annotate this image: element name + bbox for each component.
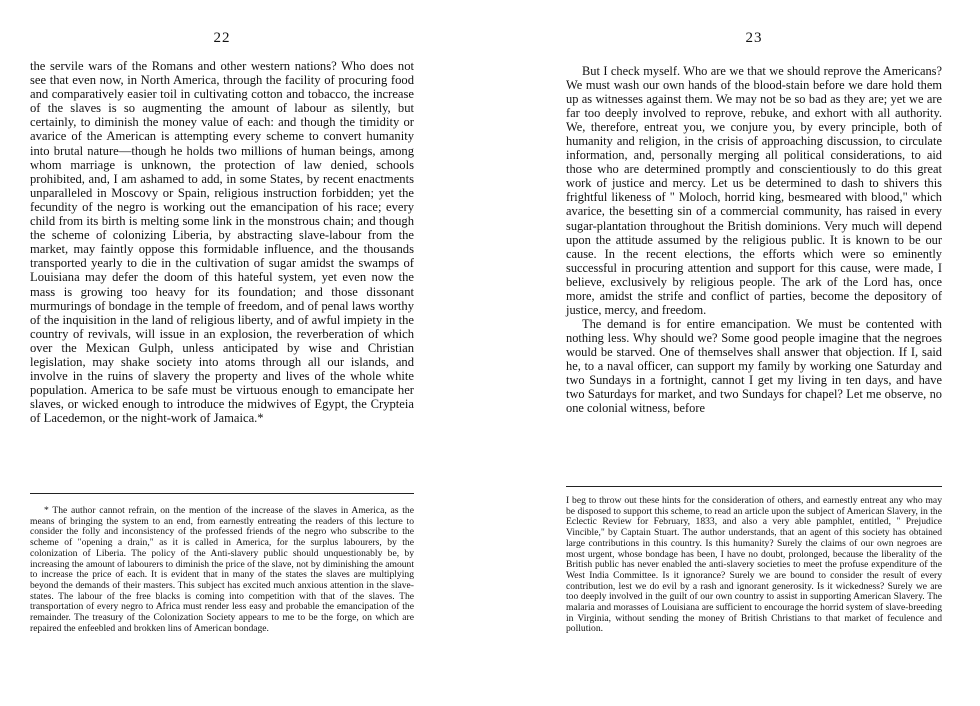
right-page-number: 23	[745, 30, 763, 46]
left-page	[30, 0, 414, 706]
left-page-number: 22	[213, 30, 231, 46]
page-gutter	[478, 0, 502, 706]
left-footnote-text: * The author cannot refrain, on the mention of the increase of the slaves in America, as the means of bringing the system to an end, from earnestly entreating the readers of this lecture to consider the folly and inconsistency of the professed friends of the negro who subscribe to the scheme of "opening a drain," as it is called in America, for the surplus labourers, by the colonization of Liberia. The policy of the Anti-slavery public should unquestionably be, by increasing the amount of labourers to diminish the price of the slave, not by diminishing the amount to increase the price of each. It is evident that in many of the states the slaves are multiplying beyond the demands of their masters. This subject has excited much anxious attention in the slave-states. The labour of the free blacks is coming into competition with that of the slaves. The transportation of every negro to Africa must render less easy and probable the emancipation of the remainder. The treasury of the Colonization Society appears to me to be the forge, on which are repaired the enfeebled and brokken lins of American bondage.	[30, 505, 414, 634]
left-footnote	[30, 506, 414, 634]
left-page-body	[30, 59, 414, 425]
left-footnote-rule	[30, 493, 414, 494]
left-body-paragraph: the servile wars of the Romans and other western nations? Who does not see that even now, in North America, through the facility of procuring food and comparatively easier toil in cultivating cotton and tobacco, the increase of the slaves is so augmenting the amount of labour as silently, but certainly, to diminish the money value of each: and though the timidity or avarice of the American is attempting every scheme to convert humanity into brutal nature—though he holds two millions of human beings, among whom marriage is unknown, the protection of law denied, schools prohibited, and, I am ashamed to add, in some States, by recent enactments unparalleled in Moscovy or Spain, religious instruction forbidden; yet the fecundity of the negro is working out the emancipation of his race; every child from its birth is melting some link in the monstrous chain; and though the scheme of colonizing Liberia, by abstracting slave-labour from the market, may faintly oppose this formidable influence, and the thousands transported yearly to die in the cultivation of sugar amidst the swamps of Louisiana may defer the doom of this hateful system, yet even now the mass is growing too heavy for its foundation; and those dissonant murmurings of bondage in the temple of freedom, and of penal laws worthy of the inquisition in the land of religious liberty, and of awful impiety in the country of revivals, will issue in an explosion, the reverberation of which over the Mexican Gulph, unless anticipated by wise and Christian legislation, may shake society into atoms through all our islands, and involve in the ruins of slavery the property and lives of the whole white population. America to be safe must be virtuous enough to emancipate her slaves, or wicked enough to introduce the midwives of Egypt, the Crypteia of Lacedemon, or the night-work of Jamaica.*	[30, 59, 414, 426]
right-body-paragraph-1: But I check myself. Who are we that we should reprove the Americans? We must wash our own hands of the blood-stain before we dare hold them up as witnesses against them. We may not be so bad as they are; yet we are far too deeply involved to reprove, rebuke, and exhort with all authority. We, therefore, entreat you, we conjure you, by every principle, both of humanity and religion, in the crisis of approaching discussion, to circulate information, and, personally merging all political considerations, to aid those who are determined promptly and conscientiously to do this great work of justice and mercy. Let us be determined to dash to shivers this frightful likeness of " Moloch, horrid king, besmeared with blood," which avarice, the besetting sin of a commercial community, has raised in every sugar-plantation throughout the British dominions. Very much will depend upon the attitude assumed by the religious public. It is known to be our cause. In the recent elections, the efforts which were so eminently successful in procuring attention and support for this cause, were made, I believe, exclusively by religious people. The ark of the Lord has, once more, amidst the strife and conflict of parties, become the depository of justice, mercy, and freedom.	[566, 64, 942, 317]
right-page	[566, 0, 942, 706]
right-footnote-text: I beg to throw out these hints for the consideration of others, and earnestly entreat any who may be disposed to support this scheme, to read an article upon the subject of American Slavery, in the Eclectic Review for February, 1833, and also a very able pamphlet, entitled, " Prejudice Vincible," by Captain Stuart. The author understands, that an agent of this society has obtained large contributions in this country. Is this humanity? Surely the claims of our own negroes are most urgent, whose bondage has been, I have no doubt, prolonged, because the liberality of the British public has never enabled the anti-slavery societies to meet the profuse expenditure of the West India Committee. Is it ignorance? Surely we are bound to consider the result of every contribution, lest we do evil by a rash and ignorant generosity. Is it wickedness? Surely we are too deeply involved in the guilt of our own country to assist in supporting American Slavery. The malaria and morasses of Louisiana are sufficient to encourage the horrid system of slave-breeding in Virginia, without sending the money of British Christians to that market of feculence and pollution.	[566, 495, 942, 635]
right-page-body	[566, 64, 942, 415]
right-footnote-rule	[566, 486, 942, 487]
right-footnote	[566, 496, 942, 635]
right-body-paragraph-2: The demand is for entire emancipation. We must be contented with nothing less. Why should we? Some good people imagine that the negroes would be starved. One of themselves shall answer that objection. If I, said he, to a naval officer, can support my family by working one Saturday and two Sundays in a fortnight, cannot I get my living in ten days, and have two Saturdays for market, and two Sundays for chapel? Let me observe, no one colonial witness, before	[566, 316, 942, 416]
